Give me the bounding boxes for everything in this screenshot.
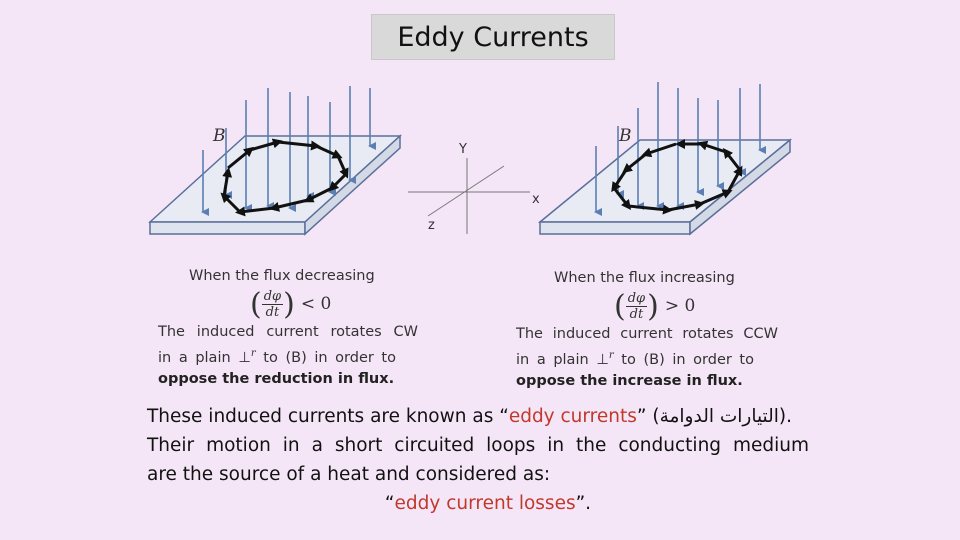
left-flux-condition: ( $\frac{d\varphi}{dt}$ ) < 0 [250, 286, 332, 322]
right-caption-line1: The induced current rotates CCW [516, 326, 778, 342]
body-line1-post: ” (التيارات الدوامة). [636, 406, 793, 427]
right-caption-line2a: in a plain ⊥ [516, 351, 609, 368]
body-line4-pre: “ [384, 493, 395, 514]
right-caption-heading: When the flux increasing [554, 270, 735, 286]
left-caption-line2b: to (B) in order to [255, 349, 396, 366]
body-line1 [147, 402, 809, 431]
eddy-current-losses-term: eddy current losses [394, 493, 576, 514]
body-line3: are the source of a heat and considered as: [147, 464, 551, 485]
left-caption-line1: The induced current rotates CW [158, 324, 418, 340]
page-title: Eddy Currents [371, 14, 615, 60]
right-frac-den: dt [629, 307, 644, 322]
axis-y-label: Y [459, 142, 467, 157]
axes [408, 158, 530, 234]
right-caption-line2b: to (B) in order to [613, 351, 754, 368]
left-caption-line2 [158, 343, 418, 369]
right-flux-condition: ( $\frac{d\varphi}{dt}$ ) > 0 [614, 288, 696, 324]
left-caption-line2a: in a plain ⊥ [158, 349, 251, 366]
body-line1-pre: These induced currents are known as “ [147, 406, 509, 427]
right-plate [540, 140, 790, 234]
b-label-left: B [213, 126, 226, 146]
left-frac-den: dt [265, 305, 280, 320]
body-line2: Their motion in a short circuited loops in the conducting medium [147, 435, 809, 456]
right-compare: > 0 [664, 296, 696, 316]
right-frac-num: dφ [627, 291, 646, 306]
left-caption-sup: r [250, 348, 256, 359]
axis-z-label: z [428, 218, 435, 233]
right-caption-line2 [516, 345, 778, 371]
b-label-right: B [619, 126, 632, 146]
body-line4 [147, 489, 809, 518]
right-caption-line3: oppose the increase in flux. [516, 372, 743, 389]
left-caption-line3: oppose the reduction in flux. [158, 370, 395, 387]
left-caption-heading: When the flux decreasing [189, 268, 375, 284]
left-plate [150, 136, 400, 234]
right-caption [516, 268, 778, 392]
body-line4-post: ”. [575, 493, 592, 514]
left-caption [158, 266, 418, 390]
axis-x-label: x [532, 192, 540, 207]
eddy-currents-term: eddy currents [508, 406, 637, 427]
body-text [147, 402, 809, 518]
right-caption-sup: r [608, 350, 614, 361]
left-frac-num: dφ [263, 289, 282, 304]
left-compare: < 0 [300, 294, 332, 314]
